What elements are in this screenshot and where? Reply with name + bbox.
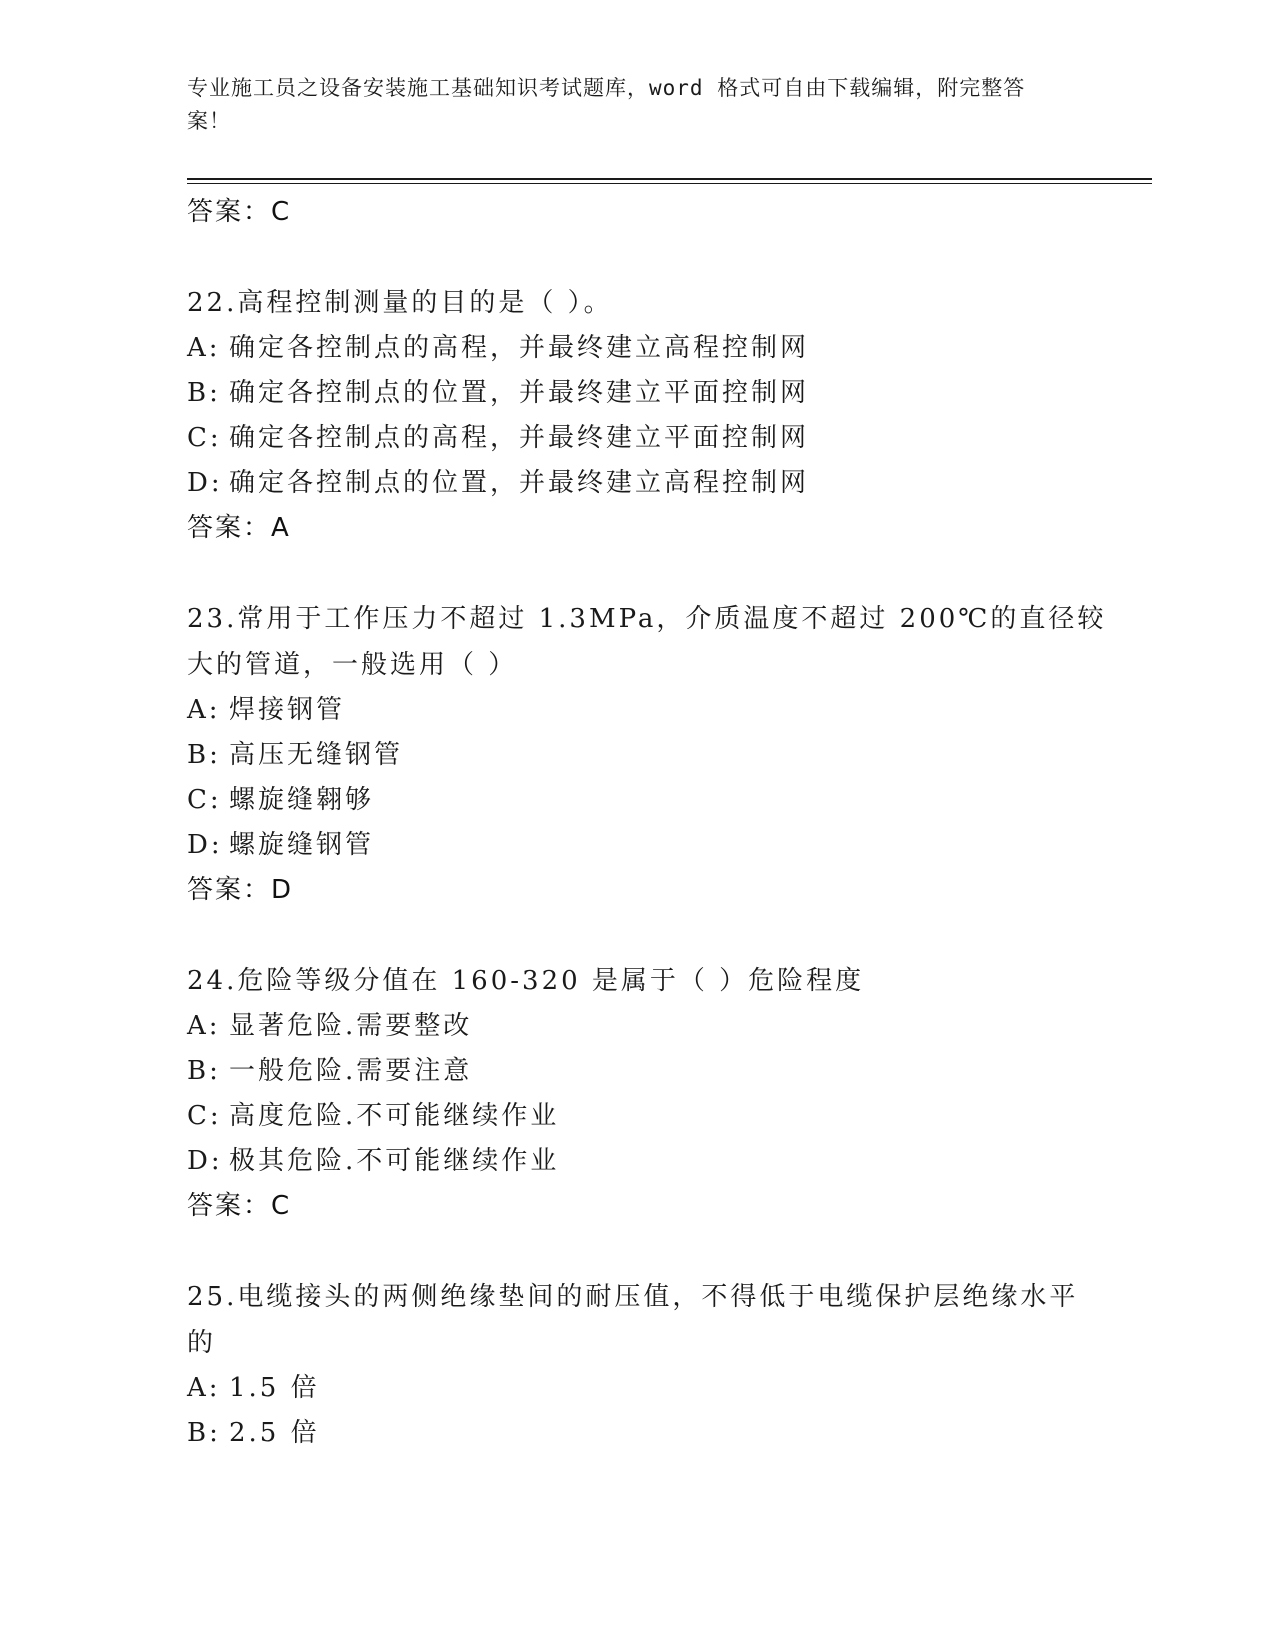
option-letter: D: bbox=[187, 830, 223, 860]
document-header: 专业施工员之设备安装施工基础知识考试题库，word 格式可自由下载编辑，附完整答案！ bbox=[187, 76, 1026, 133]
option-d bbox=[187, 461, 1107, 506]
option-letter: B: bbox=[187, 740, 221, 770]
option-a bbox=[187, 1366, 1107, 1411]
option-d bbox=[187, 1139, 1107, 1184]
option-letter: B: bbox=[187, 1056, 221, 1086]
question-24 bbox=[187, 958, 1107, 1229]
option-text: 螺旋缝钢管 bbox=[229, 830, 375, 860]
question-stem: 24.危险等级分值在 160-320 是属于（ ）危险程度 bbox=[187, 966, 865, 996]
option-a bbox=[187, 688, 1107, 733]
question-stem: 22.高程控制测量的目的是（ ）。 bbox=[187, 288, 613, 318]
question-stem: 25.电缆接头的两侧绝缘垫间的耐压值，不得低于电缆保护层绝缘水平的 bbox=[187, 1282, 1079, 1358]
option-text: 高度危险.不可能继续作业 bbox=[229, 1101, 560, 1131]
option-d bbox=[187, 823, 1107, 868]
option-c bbox=[187, 416, 1107, 461]
question-23 bbox=[187, 596, 1107, 913]
option-text: 焊接钢管 bbox=[229, 695, 346, 725]
option-letter: C: bbox=[187, 423, 222, 453]
option-b bbox=[187, 733, 1107, 778]
option-letter: D: bbox=[187, 468, 223, 498]
option-c bbox=[187, 1094, 1107, 1139]
option-text: 2.5 倍 bbox=[229, 1418, 320, 1448]
question-stem: 23.常用于工作压力不超过 1.3MPa，介质温度不超过 200℃的直径较大的管道，一般选用（ ） bbox=[187, 604, 1107, 680]
option-a bbox=[187, 326, 1107, 371]
answer-line: 答案：A bbox=[187, 513, 291, 543]
option-b bbox=[187, 1049, 1107, 1094]
option-b bbox=[187, 1411, 1107, 1456]
option-letter: A: bbox=[187, 695, 221, 725]
option-text: 螺旋缝翱够 bbox=[229, 785, 375, 815]
header-rule-thin bbox=[187, 183, 1152, 184]
option-letter: B: bbox=[187, 378, 221, 408]
option-text: 高压无缝钢管 bbox=[229, 740, 404, 770]
option-text: 确定各控制点的位置，并最终建立平面控制网 bbox=[229, 378, 810, 408]
option-letter: C: bbox=[187, 1101, 222, 1131]
answer-line: 答案：C bbox=[187, 1191, 292, 1221]
option-text: 一般危险.需要注意 bbox=[229, 1056, 473, 1086]
option-text: 极其危险.不可能继续作业 bbox=[229, 1146, 560, 1176]
option-text: 确定各控制点的高程，并最终建立高程控制网 bbox=[229, 333, 810, 363]
option-letter: D: bbox=[187, 1146, 223, 1176]
option-letter: C: bbox=[187, 785, 222, 815]
question-22 bbox=[187, 280, 1107, 551]
option-letter: B: bbox=[187, 1418, 221, 1448]
option-text: 1.5 倍 bbox=[229, 1373, 320, 1403]
option-a bbox=[187, 1004, 1107, 1049]
question-25 bbox=[187, 1274, 1107, 1456]
option-text: 确定各控制点的位置，并最终建立高程控制网 bbox=[229, 468, 810, 498]
option-letter: A: bbox=[187, 333, 221, 363]
answer-line-previous: 答案：C bbox=[187, 197, 292, 227]
header-rule-thick bbox=[187, 178, 1152, 180]
option-letter: A: bbox=[187, 1373, 221, 1403]
option-b bbox=[187, 371, 1107, 416]
option-c bbox=[187, 778, 1107, 823]
answer-line: 答案：D bbox=[187, 875, 294, 905]
option-text: 显著危险.需要整改 bbox=[229, 1011, 473, 1041]
option-text: 确定各控制点的高程，并最终建立平面控制网 bbox=[229, 423, 810, 453]
option-letter: A: bbox=[187, 1011, 221, 1041]
question-content bbox=[187, 190, 1107, 1456]
